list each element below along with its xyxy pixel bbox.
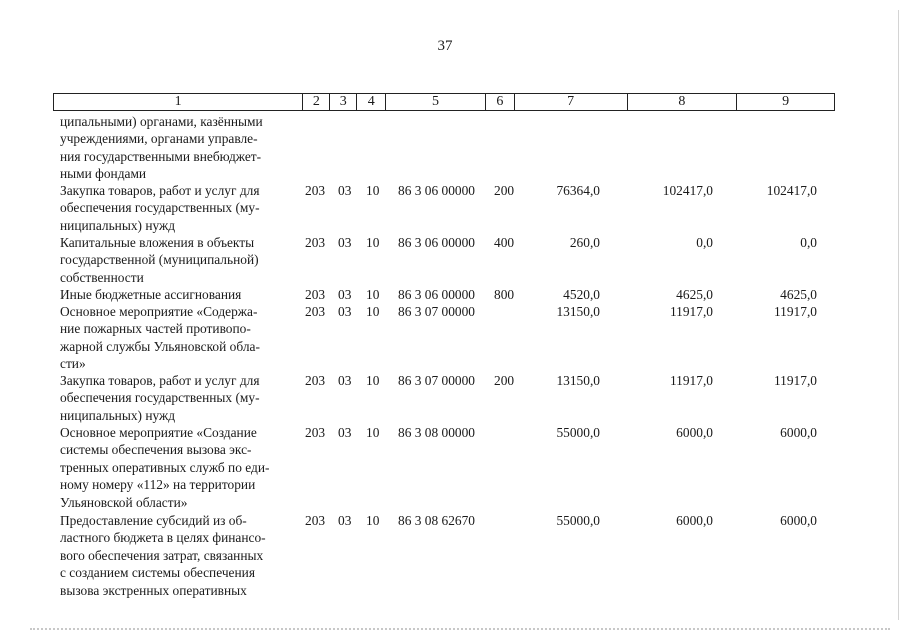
description-line: ными фондами: [60, 166, 147, 182]
description-line: вого обеспечения затрат, связанных: [60, 547, 264, 563]
description-line: Предоставление субсидий из об-: [60, 513, 247, 528]
description-line: вызова экстренных оперативных: [60, 582, 247, 598]
description-line: ние пожарных частей противопо-: [60, 321, 251, 337]
cell-c7: 13150,0: [556, 373, 600, 388]
description-line: системы обеспечения вызова экс-: [60, 442, 252, 458]
cell-c2: 203: [305, 304, 326, 319]
description-line: Иные бюджетные ассигнования: [60, 287, 242, 302]
cell-c9: 4625,0: [780, 287, 817, 302]
cell-c4: 10: [366, 425, 380, 440]
header-col-7: 7: [515, 94, 628, 110]
description-line: Ульяновской области»: [60, 494, 188, 510]
description-line: жарной службы Ульяновской обла-: [60, 338, 260, 354]
cell-c8: 6000,0: [676, 425, 713, 440]
cell-c7: 4520,0: [563, 287, 600, 302]
header-col-4: 4: [357, 94, 386, 110]
table-header: [53, 93, 835, 111]
cell-c7: 76364,0: [556, 183, 600, 198]
cell-c5: 86 3 06 00000: [398, 235, 475, 250]
header-col-6: 6: [486, 94, 515, 110]
description-line: Основное мероприятие «Содержа-: [60, 304, 258, 319]
cell-c7: 55000,0: [556, 425, 600, 440]
description-line: ниципальных) нужд: [60, 217, 176, 233]
cell-c9: 6000,0: [780, 513, 817, 528]
row-description: [60, 303, 293, 373]
cell-c4: 10: [366, 373, 380, 388]
cell-c5: 86 3 08 62670: [398, 513, 475, 528]
cell-c4: 10: [366, 304, 380, 319]
header-col-5: 5: [386, 94, 486, 110]
cell-c6: 200: [494, 183, 515, 198]
cell-c8: 6000,0: [676, 513, 713, 528]
description-line: ному номеру «112» на территории: [60, 477, 256, 493]
cell-c9: 11917,0: [773, 304, 817, 319]
description-line: учреждениями, органами управле-: [60, 131, 258, 147]
cell-c3: 03: [338, 425, 352, 440]
cell-c2: 203: [305, 373, 326, 388]
header-col-9: 9: [782, 94, 790, 109]
cell-c2: 203: [305, 513, 326, 528]
description-line: собственности: [60, 269, 144, 285]
cell-c6: 800: [494, 287, 515, 302]
cell-c3: 03: [338, 373, 352, 388]
cell-c5: 86 3 07 00000: [398, 373, 475, 388]
header-col-1: 1: [54, 94, 303, 110]
description-line: Основное мероприятие «Создание: [60, 425, 257, 440]
cell-c3: 03: [338, 304, 352, 319]
cell-c2: 203: [305, 235, 326, 250]
header-col-2: 2: [303, 94, 330, 110]
description-line: тренных оперативных служб по еди-: [60, 459, 270, 475]
cell-c3: 03: [338, 287, 352, 302]
cell-c5: 86 3 06 00000: [398, 183, 475, 198]
description-line: ластного бюджета в целях финансо-: [60, 530, 266, 546]
cell-c9: 0,0: [800, 235, 817, 250]
cell-c8: 11917,0: [669, 373, 713, 388]
row-description: [60, 234, 293, 286]
cell-c9: 102417,0: [766, 183, 817, 198]
cell-c4: 10: [366, 183, 380, 198]
description-line: ниципальных) нужд: [60, 407, 176, 423]
cell-c8: 0,0: [696, 235, 713, 250]
description-line: обеспечения государственных (му-: [60, 200, 260, 216]
cell-c7: 13150,0: [556, 304, 600, 319]
header-col-3: 3: [330, 94, 357, 110]
row-description: [60, 424, 293, 511]
row-description: [60, 286, 293, 303]
cell-c6: 200: [494, 373, 515, 388]
cell-c7: 260,0: [569, 235, 600, 250]
cell-c5: 86 3 08 00000: [398, 425, 475, 440]
cell-c3: 03: [338, 183, 352, 198]
cell-c3: 03: [338, 235, 352, 250]
scan-edge-noise: [30, 628, 890, 630]
description-line: Капитальные вложения в объекты: [60, 235, 255, 250]
cell-c4: 10: [366, 513, 380, 528]
cell-c9: 6000,0: [780, 425, 817, 440]
cell-c5: 86 3 07 00000: [398, 304, 475, 319]
description-line: обеспечения государственных (му-: [60, 390, 260, 406]
cell-c3: 03: [338, 513, 352, 528]
cell-c2: 203: [305, 183, 326, 198]
description-line: государственной (муниципальной): [60, 252, 259, 268]
description-line: ния государственными внебюджет-: [60, 148, 262, 164]
cell-c6: 400: [494, 235, 515, 250]
description-line: с созданием системы обеспечения: [60, 565, 255, 581]
description-line: Закупка товаров, работ и услуг для: [60, 183, 260, 198]
cell-c2: 203: [305, 425, 326, 440]
description-line: ципальными) органами, казёнными: [60, 114, 263, 129]
cell-c4: 10: [366, 235, 380, 250]
cell-c8: 102417,0: [662, 183, 713, 198]
description-line: Закупка товаров, работ и услуг для: [60, 373, 260, 388]
cell-c4: 10: [366, 287, 380, 302]
row-description: [60, 512, 293, 599]
cell-c2: 203: [305, 287, 326, 302]
cell-c7: 55000,0: [556, 513, 600, 528]
row-description: [60, 182, 293, 234]
page-number: 37: [437, 38, 453, 54]
cell-c9: 11917,0: [773, 373, 817, 388]
cell-c8: 4625,0: [676, 287, 713, 302]
row-description: [60, 372, 293, 424]
header-col-8: 8: [628, 94, 738, 110]
cell-c5: 86 3 06 00000: [398, 287, 475, 302]
page-edge-line: [898, 10, 899, 620]
description-line: сти»: [60, 356, 86, 372]
row-description: [60, 113, 293, 183]
cell-c8: 11917,0: [669, 304, 713, 319]
